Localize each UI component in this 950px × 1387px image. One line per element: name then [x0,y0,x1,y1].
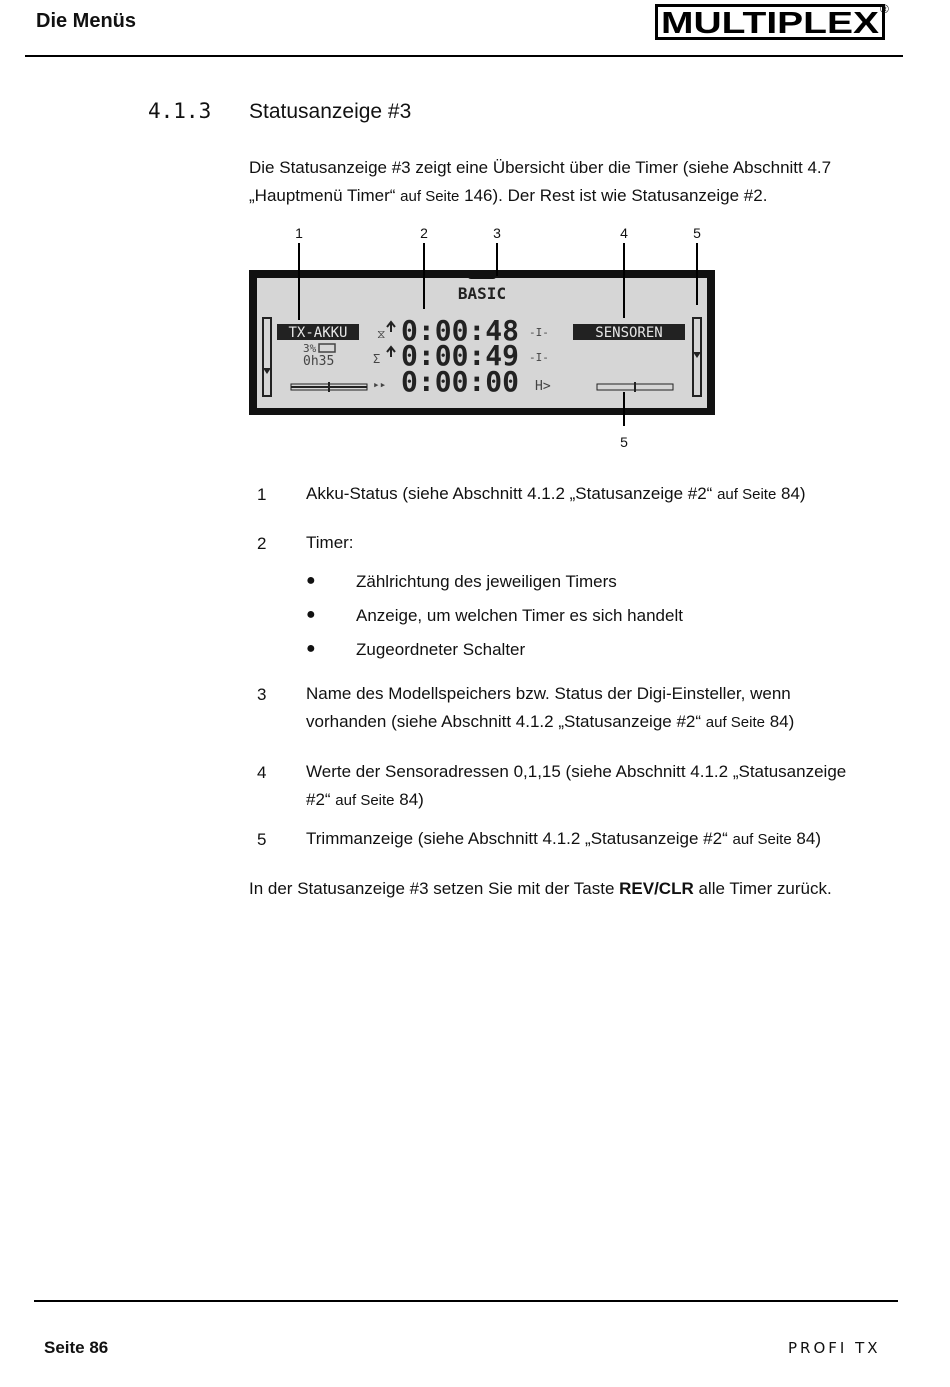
svg-text:-I-: -I- [529,351,549,364]
registered-mark: ® [880,2,889,16]
closing-paragraph: In der Statusanzeige #3 setzen Sie mit der Taste REV/CLR alle Timer zurück. [249,879,832,898]
lcd-switch: H> [535,379,551,394]
item-5-text: Trimmanzeige (siehe Abschnitt 4.1.2 „Statusanzeige #2“ auf Seite 84) [306,829,821,848]
multiplex-logo [655,4,885,40]
callout-5b-leader [623,392,625,426]
lcd-battery-time: 0h35 [303,354,335,369]
bullet-1-marker: ● [306,572,316,589]
callout-3: 3 [493,225,501,241]
key-name: REV/CLR [619,879,694,898]
callout-4-leader [623,243,625,318]
item-4-line-1: Werte der Sensoradressen 0,1,15 (siehe Abschnitt 4.1.2 „Statusanzeige [306,762,847,781]
svg-text:⧖: ⧖ [377,327,386,341]
svg-text:▸▸: ▸▸ [373,378,387,391]
section-number: 4.1.3 [148,99,212,123]
bullet-1-text: Zählrichtung des jeweiligen Timers [356,572,617,591]
callout-3-leader [496,243,498,276]
callout-5-leader [696,243,698,305]
item-5-number: 5 [257,830,267,849]
intro-line-2: „Hauptmenü Timer“ auf Seite 146). Der Rest ist wie Statusanzeige #2. [249,186,768,205]
lcd-battery-label: TX-AKKU [288,325,348,341]
item-1-text: Akku-Status (siehe Abschnitt 4.1.2 „Statusanzeige #2“ auf Seite 84) [306,484,806,503]
lcd-sensor-label: SENSOREN [595,325,663,341]
intro-line-1: Die Statusanzeige #3 zeigt eine Übersicht über die Timer (siehe Abschnitt 4.7 [249,158,832,177]
item-4-number: 4 [257,763,267,782]
product-brand: PROFI TX [788,1339,881,1357]
lcd-timer-3: 0:00:00 [401,365,520,398]
bullet-3-marker: ● [306,640,316,657]
item-3-line-1: Name des Modellspeichers bzw. Status der Digi-Einsteller, wenn [306,684,791,703]
item-2-text: Timer: [306,533,354,552]
lcd-status-display [249,270,715,415]
lcd-timer-1: 0:00:48 [401,314,520,347]
header-rule [25,55,903,57]
item-1-number: 1 [257,485,267,504]
callout-1: 1 [295,225,303,241]
item-2-number: 2 [257,534,267,553]
lcd-battery-value: 3% [303,342,317,355]
bullet-3-text: Zugeordneter Schalter [356,640,526,659]
svg-text:MULTIPLEX: MULTIPLEX [661,5,880,40]
section-title: Statusanzeige #3 [249,100,412,123]
callout-1-leader [298,243,300,320]
footer-rule [34,1300,898,1302]
item-3-number: 3 [257,685,267,704]
bullet-2-marker: ● [306,606,316,623]
callout-2-leader [423,243,425,309]
callout-5-bottom: 5 [620,434,628,450]
svg-text:-I-: -I- [529,326,549,339]
item-3-line-2: vorhanden (siehe Abschnitt 4.1.2 „Statusanzeige #2“ auf Seite 84) [306,712,795,731]
lcd-timer-2: 0:00:49 [401,339,520,372]
callout-2: 2 [420,225,428,241]
chapter-title: Die Menüs [36,10,137,32]
lcd-model-name: BASIC [457,284,507,303]
item-4-line-2: #2“ auf Seite 84) [306,790,424,809]
bullet-2-text: Anzeige, um welchen Timer es sich handelt [356,606,683,625]
callout-5: 5 [693,225,701,241]
page-number: Seite 86 [44,1338,109,1357]
svg-text:Σ: Σ [373,352,381,366]
callout-4: 4 [620,225,628,241]
